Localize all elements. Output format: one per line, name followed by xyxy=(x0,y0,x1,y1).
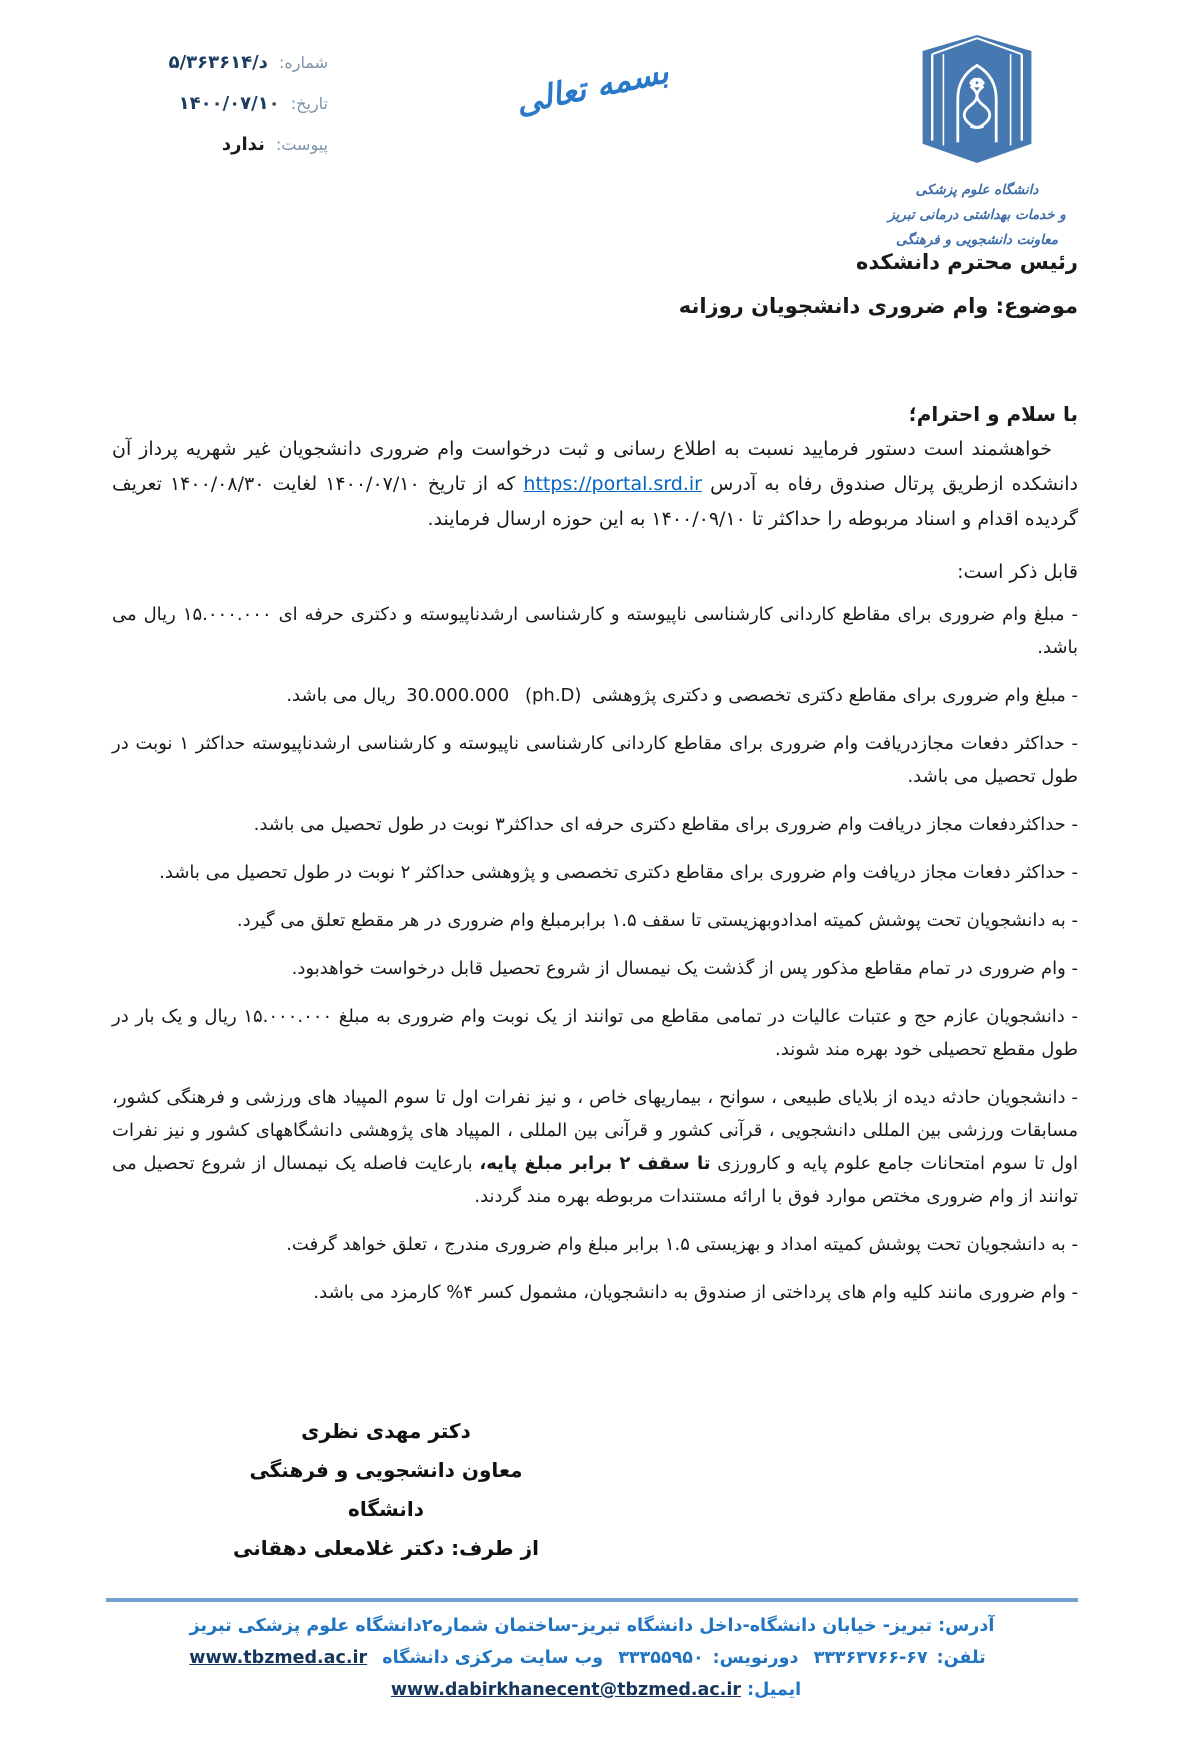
phd-label: (ph.D) xyxy=(524,685,582,706)
letter-number-row xyxy=(88,52,328,73)
number-label: شماره: xyxy=(278,53,328,72)
intro-text-1: خواهشمند است دستور فرمایید نسبت به اطلاع رسانی و ثبت درخواست وام ضروری دانشجویان غیر شهریه پرداز آن دانشکده ازطریق پرتال صندوق رفاه به آدرس xyxy=(112,438,1078,495)
logo-line-3: معاونت دانشجویی و فرهنگی xyxy=(895,231,1059,248)
email-link[interactable]: www.dabirkhanecent@tbzmed.ac.ir xyxy=(390,1680,741,1700)
bullet-one-semester-rule: - وام ضروری در تمام مقاطع مذکور پس از گذشت یک نیمسال از شروع تحصیل قابل درخواست خواهدبود. xyxy=(291,958,1078,979)
attachment-value: ندارد xyxy=(221,134,265,155)
intro-text-2: که از تاریخ ۱۴۰۰/۰۷/۱۰ لغایت ۱۴۰۰/۰۸/۳۰ تعریف گردیده اقدام و اسناد مربوطه را حداکثر تا ۱۴۰۰/۰۹/۱۰ به این حوزه ارسال فرمایند. xyxy=(112,473,1078,530)
bullet-relief-committee: - به دانشجویان تحت پوشش کمیته امداد و بهزیستی ۱.۵ برابر مبلغ وام ضروری مندرج ، تعلق خواهد گرفت. xyxy=(286,1234,1078,1255)
salutation: با سلام و احترام؛ xyxy=(908,402,1078,426)
logo-line-1: دانشگاه علوم پزشکی xyxy=(915,182,1039,198)
fax-label: دورنویس: xyxy=(712,1648,799,1668)
signer-on-behalf: از طرف: دکتر غلامعلی دهقانی xyxy=(233,1536,539,1560)
bullet-amount-phd xyxy=(112,679,1078,712)
bullet-commission-fee: - وام ضروری مانند کلیه وام های پرداختی از صندوق به دانشجویان، مشمول کسر ۴% کارمزد می باشد. xyxy=(313,1282,1078,1303)
special-cases-tail: بارعایت فاصله یک نیمسال از شروع تحصیل می توانند از وام ضروری مختص موارد فوق با ارائه مستندات مربوطه بهره مند گردند. xyxy=(112,1153,1078,1207)
signer-title: معاون دانشجویی و فرهنگی دانشگاه xyxy=(249,1458,523,1521)
note-heading: قابل ذکر است: xyxy=(957,561,1078,583)
website-label: وب سایت مرکزی دانشگاه xyxy=(382,1648,604,1668)
logo-line-2: و خدمات بهداشتی درمانی تبریز xyxy=(888,206,1066,223)
bismillah-calligraphy: بسمه تعالی xyxy=(512,52,672,122)
bullet-max-times-basic: - حداکثر دفعات مجازدریافت وام ضروری برای مقاطع کاردانی کارشناسی ناپیوسته و کارشناسی ارشدناپیوسته حداکثر ۱ نوبت در طول تحصیل می باشد. xyxy=(112,733,1078,787)
number-value: ۵/د/۳۶۳۶۱۴ xyxy=(168,52,268,73)
portal-link[interactable]: https://portal.srd.ir xyxy=(523,473,702,495)
logo-caption xyxy=(842,178,1112,253)
footer-address: آدرس: تبریز- خیابان دانشگاه-داخل دانشگاه تبریز-ساختمان شماره۲دانشگاه علوم پزشکی تبریز xyxy=(189,1616,995,1636)
special-cases-cap-bold: تا سقف ۲ برابر مبلغ پایه، xyxy=(479,1153,711,1174)
bullet-max-times-phd: - حداکثر دفعات مجاز دریافت وام ضروری برای مقاطع دکتری تخصصی و پژوهشی حداکثر ۲ نوبت در طول تحصیل می باشد. xyxy=(159,862,1078,883)
letter-meta xyxy=(88,52,328,175)
bullet-amount-basic: - مبلغ وام ضروری برای مقاطع کاردانی کارشناسی ناپیوسته و کارشناسی ارشدناپیوسته و دکتری حرفه ای ۱۵.۰۰۰.۰۰۰ ریال می باشد. xyxy=(112,604,1078,658)
bullet-welfare-committee-cap: - به دانشجویان تحت پوشش کمیته امدادوبهزیستی تا سقف ۱.۵ برابرمبلغ وام ضروری در هر مقطع تعلق می گیرد. xyxy=(236,910,1078,931)
date-value: ۱۴۰۰/۰۷/۱۰ xyxy=(178,93,280,114)
fax-value: ۳۳۳۵۵۹۵۰ xyxy=(618,1648,704,1668)
footer-contacts xyxy=(0,1642,1184,1674)
letter-date-row xyxy=(88,93,328,114)
bullet-max-times-professional: - حداکثردفعات مجاز دریافت وام ضروری برای مقاطع دکتری حرفه ای حداکثر۳ نوبت در طول تحصیل می باشد. xyxy=(253,814,1078,835)
intro-paragraph xyxy=(112,432,1078,537)
subject-heading: موضوع: وام ضروری دانشجویان روزانه xyxy=(678,294,1078,318)
website-link[interactable]: www.tbzmed.ac.ir xyxy=(189,1648,368,1668)
letter-body xyxy=(112,250,1078,1324)
bullet-special-cases xyxy=(112,1081,1078,1213)
bullet-phd-text: - مبلغ وام ضروری برای مقاطع دکتری تخصصی و دکتری پژوهشی xyxy=(592,685,1078,706)
special-cases-text: - دانشجویان حادثه دیده از بلایای طبیعی ، سوانح ، بیماریهای خاص ، و نیز نفرات اول تا سوم المپیاد های ورزشی و فرهنگی کشور، مسابقات ورزشی بین المللی دانشجویی ، قرآنی کشور و قرآنی بین المللی ، المپیاد های پژوهشی دانشگاههای کشور و نیز نفرات اول تا سوم امتحانات جامع علوم پایه و کارورزی xyxy=(112,1087,1078,1174)
bullet-hajj-pilgrims: - دانشجویان عازم حج و عتبات عالیات در تمامی مقاطع می توانند از یک نوبت وام ضروری به مبلغ ۱۵.۰۰۰.۰۰۰ ریال و یک بار در طول مقطع تحصیلی خود بهره مند شوند. xyxy=(112,1006,1078,1060)
phone-label: تلفن: xyxy=(936,1648,986,1668)
open-book-medical-icon xyxy=(897,30,1057,168)
phone-value: ۶۷-۳۳۳۶۳۷۶۶ xyxy=(813,1648,928,1668)
phd-amount: 30.000.000 xyxy=(406,685,510,706)
bullet-phd-tail: ریال می باشد. xyxy=(286,685,396,706)
email-label: ایمیل: xyxy=(747,1680,802,1700)
recipient-heading: رئیس محترم دانشکده xyxy=(856,250,1078,274)
letter-footer xyxy=(0,1598,1184,1706)
signature-block xyxy=(212,1412,560,1568)
university-logo xyxy=(842,30,1112,253)
date-label: تاریخ: xyxy=(290,94,328,113)
letter-attachment-row xyxy=(88,134,328,155)
footer-email-line xyxy=(0,1674,1184,1706)
signer-name: دکتر مهدی نظری xyxy=(301,1419,471,1443)
footer-divider xyxy=(106,1598,1078,1602)
attachment-label: پیوست: xyxy=(275,135,328,154)
